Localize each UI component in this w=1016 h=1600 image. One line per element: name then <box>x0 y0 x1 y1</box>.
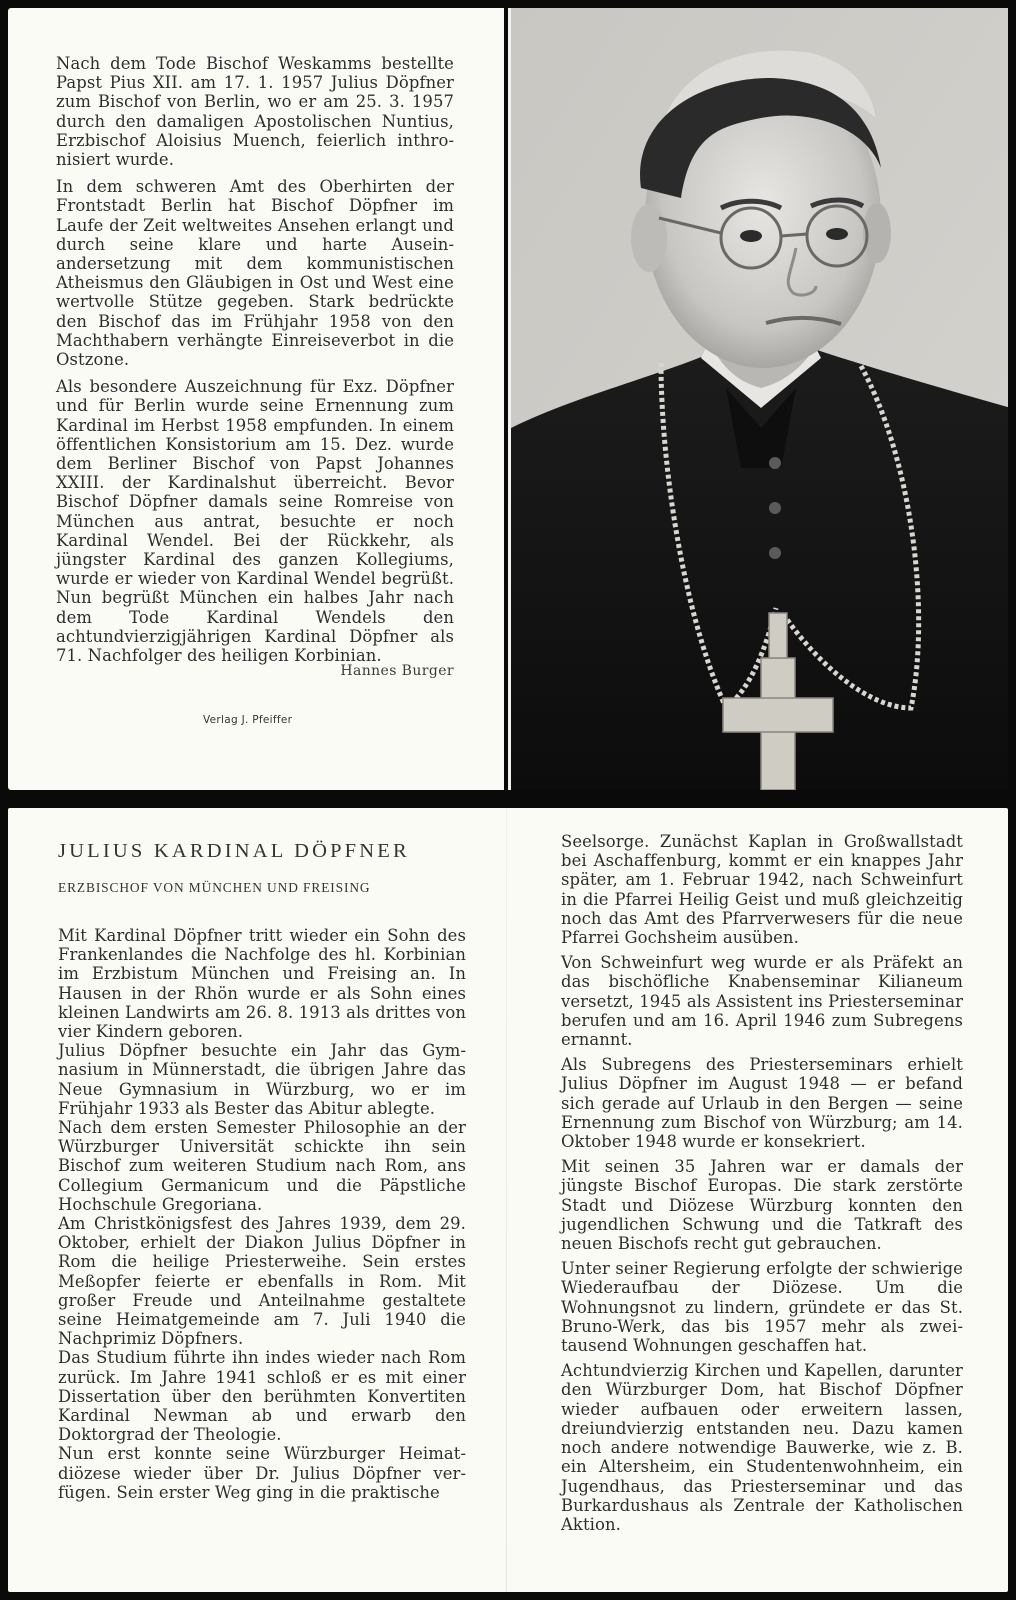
author-signature: Hannes Burger <box>340 663 454 679</box>
paragraph: Unter seiner Regierung erfolgte der schwierige Wiederaufbau der Diözese. Um die Wohnungsnot zu lindern, gründete er das St. Bruno-Werk, das bis 1957 mehr als zweitausend Wohnungen geschaffen hat. <box>561 1259 963 1356</box>
paragraph: Julius Döpfner besuchte ein Jahr das Gymnasium in Münnerstadt, die übrigen Jahre das Neue Gymnasium in Würzburg, wo er im Frühjahr 1933 als Bester das Abitur ablegte. <box>58 1041 466 1118</box>
paragraph: Mit seinen 35 Jahren war er damals der jüngste Bischof Europas. Die stark zerstörte Stadt und Diözese Würzburg konnten den jugendlichen Schwung und die Tatkraft des neuen Bischofs recht gut gebrauchen. <box>561 1157 963 1254</box>
paragraph: Seelsorge. Zunächst Kaplan in Großwallstadt bei Aschaffenburg, kommt er ein knappes Jahr später, am 1. Februar 1942, nach Schweinfurt in die Pfarrei Heilig Geist und muß gleichzeitig noch das Amt des Pfarrverwesers für die neue Pfarrei Gochsheim ausüben. <box>561 832 963 948</box>
paragraph: Mit Kardinal Döpfner tritt wieder ein Sohn des Frankenlandes die Nachfolge des hl. Korbinian im Erzbistum München und Freising an. In Hausen in der Rhön wurde er als Sohn eines kleinen Landwirts am 26. 8. 1913 als drittes von vier Kindern geboren. <box>58 926 466 1042</box>
biography-continued-text <box>56 54 454 673</box>
paragraph: Als besondere Auszeichnung für Exz. Döpfner und für Berlin wurde seine Ernennung zum Kardinal im Herbst 1958 empfunden. In einem öffentlichen Konsistorium am 15. Dez. wurde dem Berliner Bischof von Papst Johannes XXIII. der Kardinalshut überreicht. Bevor Bischof Döpfner damals seine Romreise von München aus antrat, besuchte er noch Kardinal Wendel. Bei der Rückkehr, als jüngster Kardinal des ganzen Kollegiums, wurde er wieder von Kardinal Wendel begrüßt. Nun begrüßt München ein halbes Jahr nach dem Tode Kardinal Wendels den achtundvierzigjährigen Kardinal Döpfner als 71. Nachfolger des heiligen Korbinian. <box>56 377 454 666</box>
paragraph: Als Subregens des Priesterseminars erhielt Julius Döpfner im August 1948 — er befand sich gerade auf Urlaub in den Bergen — seine Ernennung zum Bischof von Würzburg; am 14. Oktober 1948 wurde er konsekriert. <box>561 1055 963 1152</box>
card-subtitle: ERZBISCHOF VON MÜNCHEN UND FREISING <box>58 880 371 895</box>
paragraph: Am Christkönigsfest des Jahres 1939, dem 29. Oktober, erhielt der Diakon Julius Döpfner in Rom die heilige Priesterweihe. Sein erstes Meßopfer feierte er ebenfalls in Rom. Mit großer Freude und Anteilnahme gestaltete seine Heimatgemeinde am 7. Juli 1940 die Nachprimiz Döpfners. <box>58 1214 466 1349</box>
card-top-left-text-page <box>8 8 504 790</box>
card-bottom-biography <box>8 808 1008 1592</box>
cardinal-portrait-image <box>511 8 1008 790</box>
portrait-photo <box>508 8 1008 790</box>
card-title: JULIUS KARDINAL DÖPFNER <box>58 840 410 862</box>
paragraph: Achtundvierzig Kirchen und Kapellen, darunter den Würzburger Dom, hat Bischof Döpfner wieder aufbauen oder erweitern lassen, dreiundvierzig entstanden neu. Dazu kamen noch andere notwendige Bauwerke, wie z. B. ein Altersheim, ein Studentenwohnheim, ein Jugendhaus, das Priesterseminar und das Burkardushaus als Zentrale der Katholischen Aktion. <box>561 1361 963 1534</box>
biography-left-column <box>58 926 466 1502</box>
paragraph: Von Schweinfurt weg wurde er als Präfekt an das bischöfliche Knabenseminar Kilianeum versetzt, 1945 als Assistent ins Priesterseminar berufen und am 16. April 1946 zum Subregens ernannt. <box>561 953 963 1050</box>
paragraph: Nach dem Tode Bischof Weskamms bestellte Papst Pius XII. am 17. 1. 1957 Julius Döpfner zum Bischof von Berlin, wo er am 25. 3. 1957 durch den damaligen Apostolischen Nuntius, Erzbischof Aloisius Muench, feierlich inthronisiert wurde. <box>56 54 454 170</box>
paragraph: Das Studium führte ihn indes wieder nach Rom zurück. Im Jahre 1941 schloß er es mit einer Dissertation über den berühmten Konvertiten Kardinal Newman ab und erwarb den Doktorgrad der Theologie. <box>58 1348 466 1445</box>
paragraph: In dem schweren Amt des Oberhirten der Frontstadt Berlin hat Bischof Döpfner im Laufe der Zeit weltweites Ansehen erlangt und durch seine klare und harte Auseinandersetzung mit dem kommunistischen Atheismus den Gläubigen in Ost und West eine wertvolle Stütze gegeben. Stark bedrückte den Bischof das im Frühjahr 1958 von den Machthabern verhängte Einreiseverbot in die Ostzone. <box>56 177 454 370</box>
paragraph: Nach dem ersten Semester Philosophie an der Würzburger Universität schickte ihn sein Bischof zum weiteren Studium nach Rom, ans Collegium Germanicum und die Päpstliche Hochschule Gregoriana. <box>58 1118 466 1214</box>
publisher-imprint: Verlag J. Pfeiffer <box>203 714 293 726</box>
fold-line <box>506 808 507 1592</box>
paragraph: Nun erst konnte seine Würzburger Heimatdiözese wieder über Dr. Julius Döpfner verfügen. Sein erster Weg ging in die praktische <box>58 1444 466 1502</box>
biography-right-column <box>561 832 963 1540</box>
